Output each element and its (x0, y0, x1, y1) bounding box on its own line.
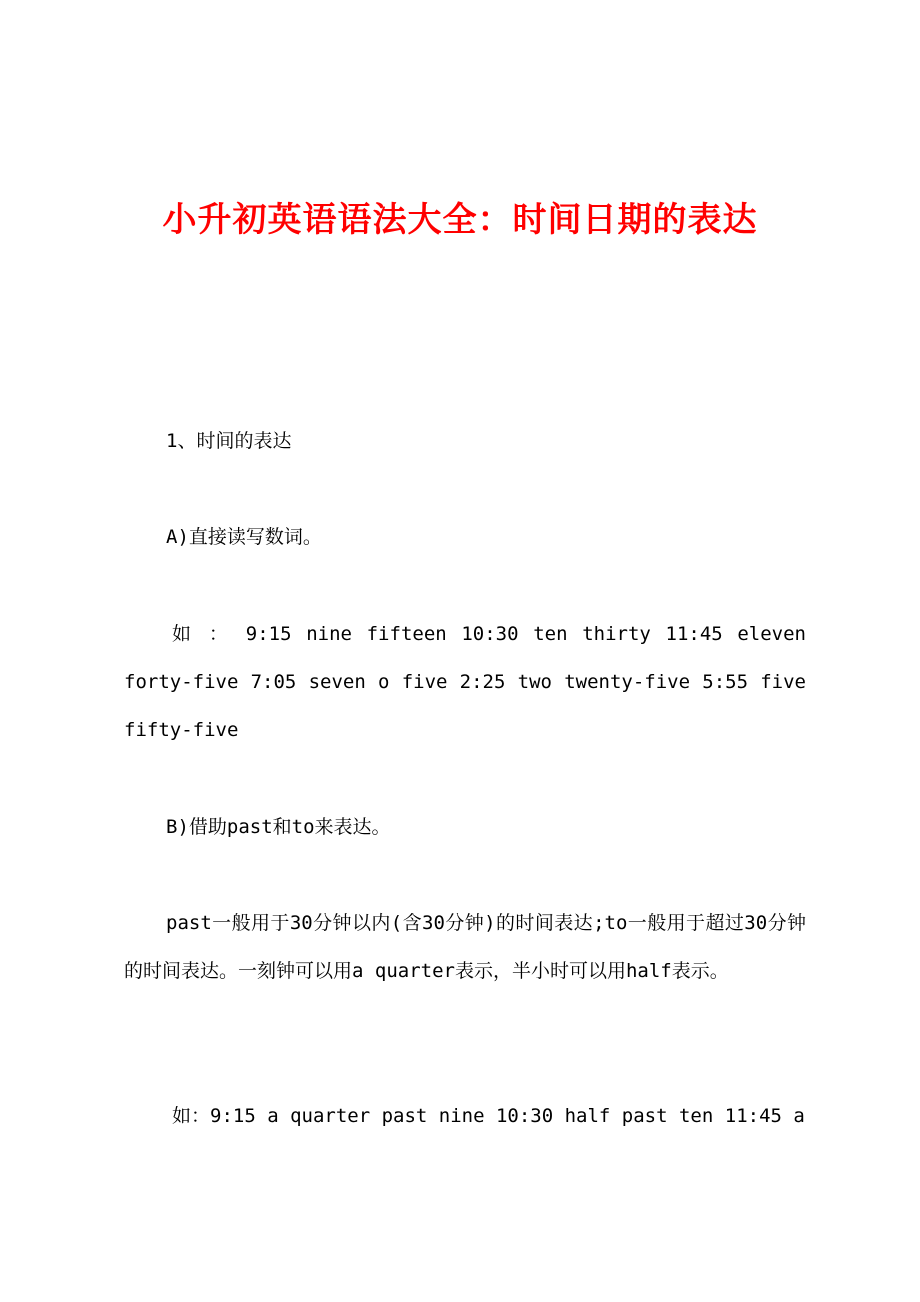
subsection-a-heading: A)直接读写数词。 (166, 526, 322, 548)
section-heading-time: 1、时间的表达 (166, 430, 292, 452)
example-paragraph-past-to: 如：9:15 a quarter past nine 10:30 half past ten 11:45 a (172, 1105, 805, 1127)
example-paragraph-direct: 如 ： 9:15 nine fifteen 10:30 ten thirty 11:45 eleven forty-five 7:05 seven o five 2:25 two twenty-five 5:55 five fifty-five (124, 623, 806, 741)
subsection-b-heading: B)借助past和to来表达。 (166, 816, 391, 838)
explanation-paragraph-past-to: past一般用于30分钟以内(含30分钟)的时间表达;to一般用于超过30分钟的时间表达。一刻钟可以用a quarter表示，半小时可以用half表示。 (124, 912, 806, 982)
document-title: 小升初英语语法大全：时间日期的表达 (162, 200, 758, 240)
